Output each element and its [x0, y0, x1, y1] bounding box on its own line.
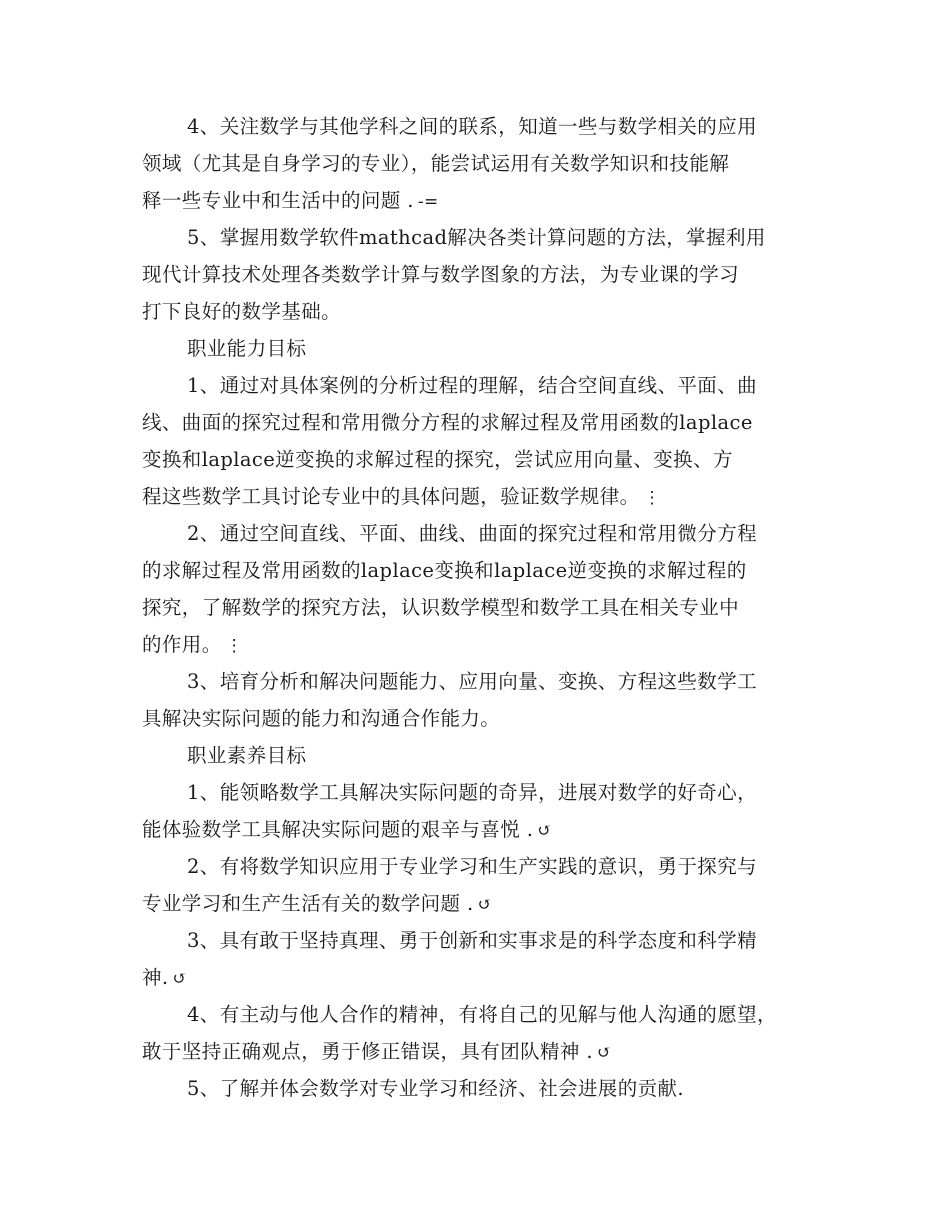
text-line: 5、掌握用数学软件mathcad解决各类计算问题的方法，掌握利用	[187, 226, 766, 249]
text-line: 具解决实际问题的能力和沟通合作能力。	[142, 707, 501, 730]
text-line	[142, 633, 243, 658]
text-line	[142, 818, 552, 843]
text-line: 探究，了解数学的探究方法，认识数学模型和数学工具在相关专业中	[142, 596, 740, 619]
text-span: 程这些数学工具讨论专业中的具体问题，验证数学规律。	[142, 485, 640, 508]
paragraph-mark-icon: ↺	[537, 821, 552, 841]
text-line: 打下良好的数学基础。	[142, 300, 342, 323]
text-line: 3、具有敢于坚持真理、勇于创新和实事求是的科学态度和科学精	[187, 929, 758, 952]
text-line: 2、有将数学知识应用于专业学习和生产实践的意识，勇于探究与	[187, 855, 758, 878]
text-line	[142, 485, 661, 510]
text-line	[142, 966, 187, 991]
text-line: 线、曲面的探究过程和常用微分方程的求解过程及常用函数的laplace	[142, 411, 753, 434]
paragraph-mark-icon: ↺	[477, 895, 493, 915]
text-line: 5、了解并体会数学对专业学习和经济、社会进展的贡献.	[187, 1077, 685, 1100]
text-line	[142, 892, 492, 917]
paragraph-mark-icon: ↺	[172, 969, 188, 989]
text-line: 的求解过程及常用函数的laplace变换和laplace逆变换的求解过程的	[142, 559, 747, 582]
paragraph-mark-icon: ⋮	[225, 636, 244, 656]
text-line: 3、培育分析和解决问题能力、应用向量、变换、方程这些数学工	[187, 670, 758, 693]
text-line	[142, 189, 439, 214]
paragraph-mark-icon: -=	[417, 192, 439, 212]
text-span: 专业学习和生产生活有关的数学问题 .	[142, 892, 474, 915]
text-line: 领域（尤其是自身学习的专业），能尝试运用有关数学知识和技能解	[142, 152, 730, 175]
text-line: 4、有主动与他人合作的精神，有将自己的见解与他人沟通的愿望，	[187, 1003, 777, 1026]
text-line: 1、能领略数学工具解决实际问题的奇异，进展对数学的好奇心，	[187, 781, 758, 804]
section-heading: 职业能力目标	[187, 337, 307, 360]
text-line: 变换和laplace逆变换的求解过程的探究，尝试应用向量、变换、方	[142, 448, 733, 471]
text-span: 的作用。	[142, 633, 222, 656]
text-line: 现代计算技术处理各类数学计算与数学图象的方法，为专业课的学习	[142, 263, 740, 286]
paragraph-mark-icon: ⋮	[643, 488, 661, 508]
text-line: 1、通过对具体案例的分析过程的理解，结合空间直线、平面、曲	[187, 374, 758, 397]
text-span: 敢于坚持正确观点，勇于修正错误，具有团队精神 .	[142, 1040, 593, 1063]
section-heading: 职业素养目标	[187, 744, 307, 767]
text-line	[142, 1040, 612, 1065]
text-span: 释一些专业中和生活中的问题 .	[142, 189, 414, 212]
text-line: 2、通过空间直线、平面、曲线、曲面的探究过程和常用微分方程	[187, 522, 758, 545]
text-line: 4、关注数学与其他学科之间的联系，知道一些与数学相关的应用	[187, 115, 758, 138]
paragraph-mark-icon: ↺	[597, 1043, 612, 1063]
text-span: 神.	[142, 966, 169, 989]
text-span: 能体验数学工具解决实际问题的艰辛与喜悦 .	[142, 818, 534, 841]
